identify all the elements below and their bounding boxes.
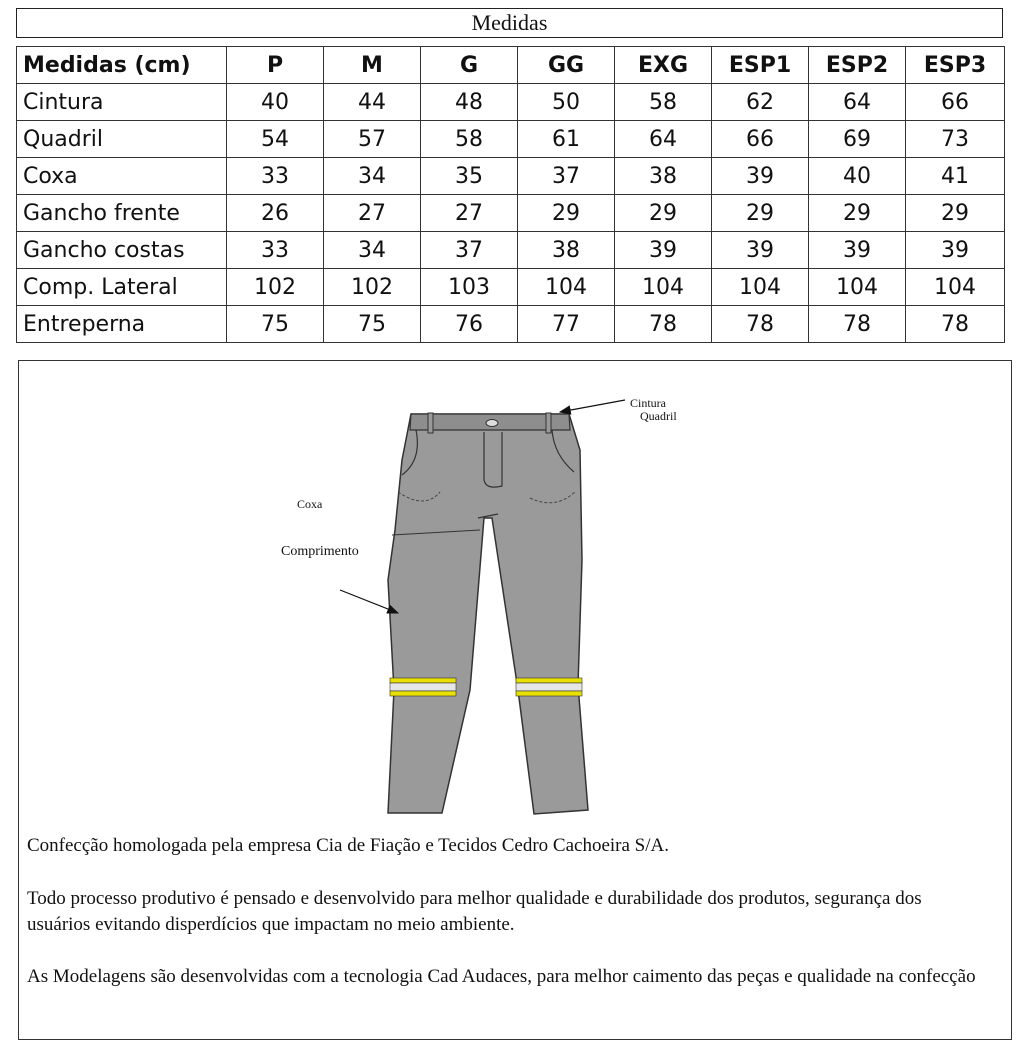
table-cell: 66	[712, 121, 809, 158]
table-row	[17, 84, 1005, 121]
table-cell: 29	[906, 195, 1005, 232]
table-cell: 66	[906, 84, 1005, 121]
table-cell: 26	[227, 195, 324, 232]
header-cell: ESP2	[809, 47, 906, 84]
table-cell: 104	[518, 269, 615, 306]
header-cell: ESP3	[906, 47, 1005, 84]
table-row	[17, 158, 1005, 195]
header-cell: M	[324, 47, 421, 84]
table-cell: 39	[712, 232, 809, 269]
table-cell: 35	[421, 158, 518, 195]
reflective-band	[390, 683, 456, 691]
table-cell: 104	[712, 269, 809, 306]
header-cell: Medidas (cm)	[17, 47, 227, 84]
header-cell: EXG	[615, 47, 712, 84]
table-cell: 58	[421, 121, 518, 158]
label-coxa: Coxa	[297, 497, 323, 511]
table-cell: 29	[712, 195, 809, 232]
table-cell: 102	[324, 269, 421, 306]
table-cell: 104	[615, 269, 712, 306]
table-cell: 39	[712, 158, 809, 195]
table-cell: 104	[906, 269, 1005, 306]
table-header-row	[17, 47, 1005, 84]
pants-illustration	[270, 380, 710, 820]
table-cell: 103	[421, 269, 518, 306]
row-label: Comp. Lateral	[17, 269, 227, 306]
table-cell: 27	[421, 195, 518, 232]
table-cell: 44	[324, 84, 421, 121]
reflective-band	[516, 683, 582, 691]
table-cell: 29	[615, 195, 712, 232]
row-label: Quadril	[17, 121, 227, 158]
header-cell: P	[227, 47, 324, 84]
table-cell: 29	[809, 195, 906, 232]
row-label: Coxa	[17, 158, 227, 195]
table-cell: 58	[615, 84, 712, 121]
table-row	[17, 121, 1005, 158]
header-cell: ESP1	[712, 47, 809, 84]
table-cell: 27	[324, 195, 421, 232]
table-cell: 38	[518, 232, 615, 269]
table-cell: 102	[227, 269, 324, 306]
table-title: Medidas	[16, 8, 1003, 38]
reflective-band	[390, 691, 456, 696]
table-cell: 76	[421, 306, 518, 343]
table-row	[17, 269, 1005, 306]
table-cell: 69	[809, 121, 906, 158]
pants-shape	[388, 414, 588, 814]
belt-loop	[546, 413, 551, 433]
table-cell: 29	[518, 195, 615, 232]
table-cell: 78	[906, 306, 1005, 343]
header-cell: GG	[518, 47, 615, 84]
table-cell: 75	[324, 306, 421, 343]
row-label: Cintura	[17, 84, 227, 121]
table-cell: 33	[227, 158, 324, 195]
table-cell: 77	[518, 306, 615, 343]
waist-button	[486, 420, 498, 427]
table-row	[17, 232, 1005, 269]
table-row	[17, 306, 1005, 343]
reflective-band	[390, 678, 456, 683]
table-cell: 104	[809, 269, 906, 306]
table-cell: 39	[615, 232, 712, 269]
table-cell: 37	[421, 232, 518, 269]
table-cell: 78	[712, 306, 809, 343]
table-cell: 62	[712, 84, 809, 121]
reflective-band	[516, 678, 582, 683]
table-cell: 39	[809, 232, 906, 269]
table-cell: 37	[518, 158, 615, 195]
table-cell: 64	[615, 121, 712, 158]
label-quadril: Quadril	[640, 409, 677, 423]
table-cell: 40	[809, 158, 906, 195]
belt-loop	[428, 413, 433, 433]
table-cell: 73	[906, 121, 1005, 158]
arrow-cintura	[560, 400, 625, 412]
table-cell: 34	[324, 232, 421, 269]
table-cell: 50	[518, 84, 615, 121]
paragraph-homologation: Confecção homologada pela empresa Cia de Fiação e Tecidos Cedro Cachoeira S/A.	[27, 835, 669, 856]
table-cell: 64	[809, 84, 906, 121]
table-cell: 54	[227, 121, 324, 158]
row-label: Entreperna	[17, 306, 227, 343]
table-cell: 48	[421, 84, 518, 121]
table-cell: 33	[227, 232, 324, 269]
table-cell: 57	[324, 121, 421, 158]
table-row	[17, 195, 1005, 232]
header-cell: G	[421, 47, 518, 84]
table-cell: 34	[324, 158, 421, 195]
table-cell: 41	[906, 158, 1005, 195]
paragraph-process: Todo processo produtivo é pensado e desenvolvido para melhor qualidade e durabilidade dos produtos, segurança dos usuários evitando disperdícios que impactam no meio ambiente.	[27, 888, 922, 935]
table-cell: 39	[906, 232, 1005, 269]
table-cell: 75	[227, 306, 324, 343]
paragraph-modeling: As Modelagens são desenvolvidas com a tecnologia Cad Audaces, para melhor caimento das peças e qualidade na confecção	[27, 966, 976, 987]
table-cell: 61	[518, 121, 615, 158]
row-label: Gancho costas	[17, 232, 227, 269]
row-label: Gancho frente	[17, 195, 227, 232]
label-cintura: Cintura	[630, 396, 666, 410]
table-cell: 40	[227, 84, 324, 121]
table-cell: 78	[809, 306, 906, 343]
reflective-band	[516, 691, 582, 696]
table-cell: 78	[615, 306, 712, 343]
size-table	[16, 46, 1005, 343]
table-cell: 38	[615, 158, 712, 195]
label-comprimento: Comprimento	[281, 544, 359, 559]
